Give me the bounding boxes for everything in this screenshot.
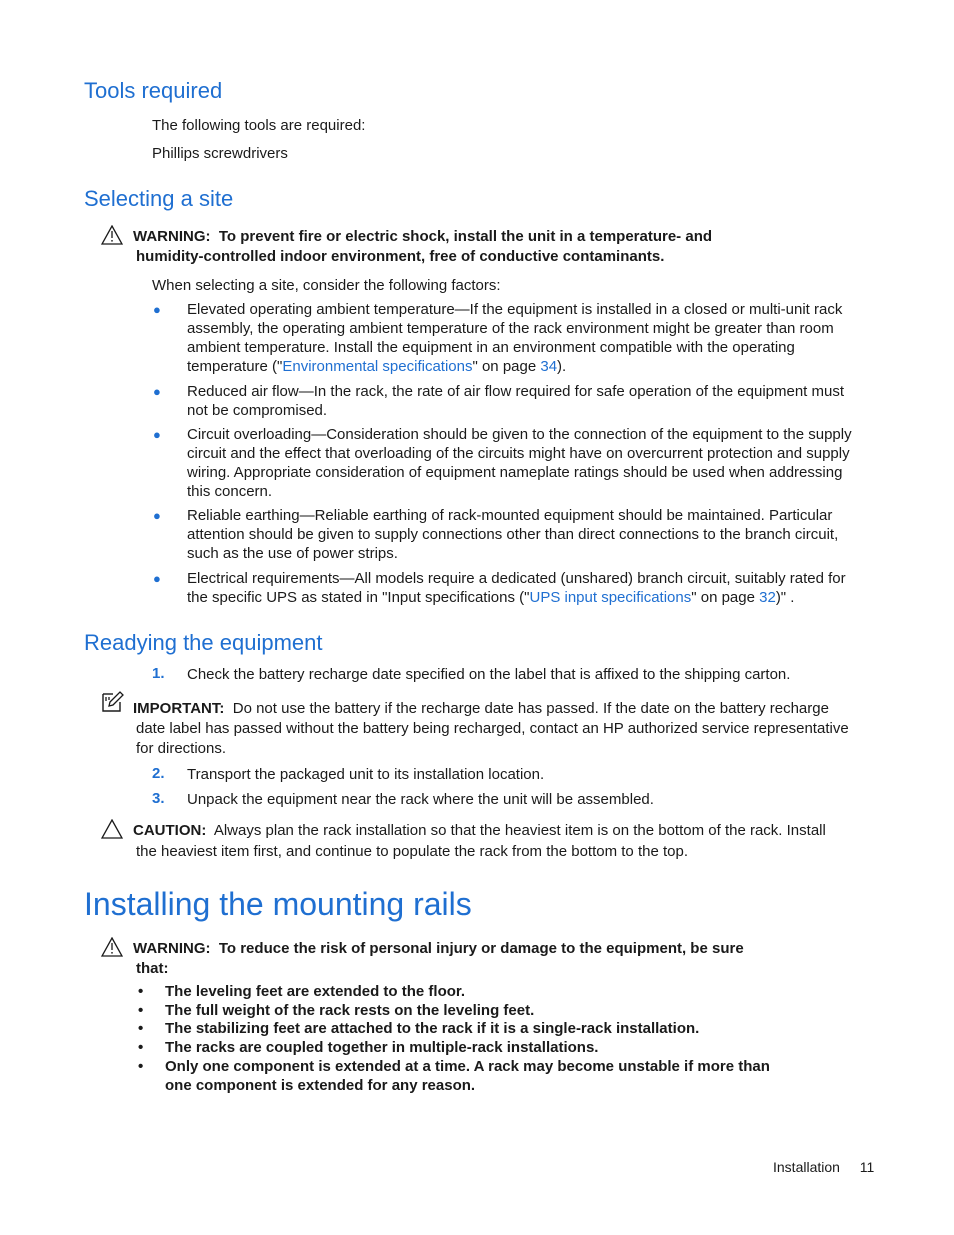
list-item-line: not be compromised. <box>187 402 328 419</box>
list-item-line: one component is extended for any reason. <box>165 1077 476 1094</box>
step-text: Unpack the equipment near the rack where the unit will be assembled. <box>187 791 654 808</box>
list-item-line: Electrical requirements—All models require a dedicated (unshared) branch circuit, suitably rated for <box>187 570 846 587</box>
bullet-dot-icon: ● <box>153 302 161 317</box>
heading-installing-the-mounting-rails: Installing the mounting rails <box>84 886 472 922</box>
list-item-line: Reduced air flow—In the rack, the rate of air flow required for safe operation of the equipment must <box>187 383 845 400</box>
link-page-34[interactable]: 34 <box>540 358 558 375</box>
list-item: The racks are coupled together in multiple-rack installations. <box>165 1039 599 1056</box>
caution-text: Always plan the rack installation so that the heaviest item is on the bottom of the rack. Install <box>213 822 826 839</box>
tools-item: Phillips screwdrivers <box>152 145 288 162</box>
list-item <box>187 425 852 501</box>
step-number: 1. <box>152 665 165 682</box>
caution-triangle-icon <box>101 819 123 839</box>
heading-selecting-a-site: Selecting a site <box>84 186 234 211</box>
list-item-line: circuit and the effect that overloading of the circuits might have on overcurrent protection and supply <box>187 445 850 462</box>
page-number: 11 <box>859 1159 875 1175</box>
text: )" . <box>775 589 795 606</box>
warning-label: WARNING: <box>133 228 211 245</box>
caution-line1 <box>133 821 826 840</box>
text: the specific UPS as stated in "Input specifications (" <box>187 589 530 606</box>
page-footer <box>773 1159 874 1175</box>
text: temperature (" <box>187 358 283 375</box>
list-item-line: Only one component is extended at a time. A rack may become unstable if more than <box>165 1058 770 1075</box>
site-warning-line1 <box>133 227 712 246</box>
rails-warning-line2: that: <box>136 960 169 977</box>
list-item-line: attention should be given to supply connections other than direct connections to the branch circuit, <box>187 526 839 543</box>
list-item-line: ambient temperature. Install the equipment in an environment compatible with the operating <box>187 339 795 356</box>
list-item: The leveling feet are extended to the floor. <box>165 983 466 1000</box>
text: " on page <box>691 589 760 606</box>
list-item-line: such as the use of power strips. <box>187 545 398 562</box>
bullet-dot-icon: • <box>138 1020 144 1037</box>
bullet-dot-icon: ● <box>153 384 161 399</box>
tools-intro: The following tools are required: <box>152 117 366 134</box>
bullet-dot-icon: ● <box>153 427 161 442</box>
bullet-dot-icon: • <box>138 1002 144 1019</box>
list-item-line: Elevated operating ambient temperature—If the equipment is installed in a closed or multi-unit rack <box>187 301 843 318</box>
important-note-icon <box>101 691 125 713</box>
rails-warning-line1 <box>133 939 744 958</box>
warning-triangle-icon <box>101 937 123 957</box>
important-note-line1 <box>133 699 829 718</box>
warning-triangle-icon <box>101 225 123 245</box>
important-note-line2: date label has passed without the battery being recharged, contact an HP authorized service representative <box>136 720 849 737</box>
step-number: 2. <box>152 765 165 782</box>
list-item <box>187 506 838 563</box>
list-item <box>165 1057 770 1095</box>
bullet-dot-icon: • <box>138 1058 144 1075</box>
link-environmental-specifications[interactable]: Environmental specifications <box>282 358 473 375</box>
bullet-dot-icon: ● <box>153 508 161 523</box>
list-item-line: Reliable earthing—Reliable earthing of rack-mounted equipment should be maintained. Particular <box>187 507 833 524</box>
caution-line2: the heaviest item first, and continue to populate the rack from the bottom to the top. <box>136 843 688 860</box>
important-note-line3: for directions. <box>136 740 227 757</box>
site-intro: When selecting a site, consider the following factors: <box>152 277 501 294</box>
heading-tools-required: Tools required <box>84 78 223 103</box>
list-item <box>187 382 844 420</box>
site-warning-line2: humidity-controlled indoor environment, free of conductive contaminants. <box>136 248 665 265</box>
link-ups-input-specifications[interactable]: UPS input specifications <box>529 589 692 606</box>
list-item-line: wiring. Appropriate consideration of equipment nameplate ratings should be used when addressing <box>187 464 843 481</box>
list-item-line <box>187 588 846 607</box>
text: " on page <box>472 358 541 375</box>
list-item-line: assembly, the operating ambient temperature of the rack environment might be greater than room <box>187 320 834 337</box>
list-item: The stabilizing feet are attached to the rack if it is a single-rack installation. <box>165 1020 700 1037</box>
bullet-dot-icon: • <box>138 983 144 1000</box>
important-label: IMPORTANT: <box>133 700 225 717</box>
warning-label: WARNING: <box>133 940 211 957</box>
heading-readying-the-equipment: Readying the equipment <box>84 630 323 655</box>
step-text: Transport the packaged unit to its installation location. <box>187 766 545 783</box>
list-item-line <box>187 357 842 376</box>
warning-text: To prevent fire or electric shock, install the unit in a temperature- and <box>218 228 713 245</box>
list-item: The full weight of the rack rests on the leveling feet. <box>165 1002 535 1019</box>
caution-label: CAUTION: <box>133 822 207 839</box>
warning-text: To reduce the risk of personal injury or damage to the equipment, be sure <box>218 940 744 957</box>
list-item <box>187 569 846 607</box>
important-text: Do not use the battery if the recharge date has passed. If the date on the battery recharge <box>232 700 829 717</box>
link-page-32[interactable]: 32 <box>759 589 776 606</box>
bullet-dot-icon: ● <box>153 571 161 586</box>
text: ). <box>557 358 567 375</box>
footer-section: Installation <box>773 1159 840 1175</box>
list-item-line: this concern. <box>187 483 273 500</box>
step-number: 3. <box>152 790 165 807</box>
step-text: Check the battery recharge date specified on the label that is affixed to the shipping carton. <box>187 666 791 683</box>
list-item <box>187 300 842 376</box>
bullet-dot-icon: • <box>138 1039 144 1056</box>
list-item-line: Circuit overloading—Consideration should be given to the connection of the equipment to the supply <box>187 426 852 443</box>
